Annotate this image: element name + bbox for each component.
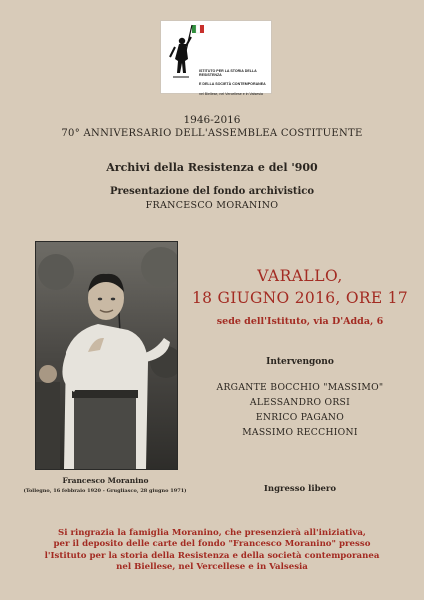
portrait-photo	[35, 241, 178, 470]
acknowledgement-line: nel Biellese, nel Vercellese e in Valsesia	[116, 562, 308, 573]
photo-caption-dates: (Tollegno, 16 febbraio 1920 - Grugliasco, 28 giugno 1971)	[23, 488, 187, 494]
archive-title: Archivi della Resistenza e del '900	[106, 161, 318, 174]
anniversary-title: 70° ANNIVERSARIO DELL'ASSEMBLEA COSTITUENTE	[61, 128, 363, 139]
speakers-list	[180, 380, 420, 440]
acknowledgement-line: Si ringrazia la famiglia Moranino, che presenzierà all'iniziativa,	[58, 528, 366, 538]
logo-org-line2: E DELLA SOCIETÀ CONTEMPORANEA	[199, 82, 266, 87]
acknowledgement-line: l'Istituto per la storia della Resistenza e della società contemporanea	[44, 550, 380, 561]
logo-org-line3: nel Biellese, nel Vercellese e in Valsesia	[199, 91, 263, 96]
years: 1946-2016	[183, 114, 241, 126]
institute-logo	[160, 20, 272, 94]
photo-caption-name: Francesco Moranino	[62, 476, 149, 485]
acknowledgement	[0, 528, 424, 574]
speaker-name: ENRICO PAGANO	[255, 412, 345, 423]
admission-note: Ingresso libero	[263, 484, 337, 494]
speakers-title: Intervengono	[266, 357, 334, 367]
speaker-name: ALESSANDRO ORSI	[249, 397, 351, 408]
event-date-time: 18 GIUGNO 2016, ORE 17	[191, 289, 409, 307]
logo-org-line1: ISTITUTO PER LA STORIA DELLA RESISTENZA	[199, 68, 257, 78]
presentation-title: Presentazione del fondo archivistico	[109, 186, 315, 197]
speaker-name: MASSIMO RECCHIONI	[242, 427, 358, 438]
acknowledgement-line: per il deposito delle carte del fondo "Francesco Moranino" presso	[53, 539, 371, 550]
fondo-name: FRANCESCO MORANINO	[145, 200, 279, 211]
speaker-name: ARGANTE BOCCHIO "MASSIMO"	[216, 382, 384, 393]
speaker-portrait-image	[36, 242, 177, 469]
event-city: VARALLO,	[257, 267, 343, 285]
event-venue: sede dell'Istituto, via D'Adda, 6	[216, 316, 384, 327]
